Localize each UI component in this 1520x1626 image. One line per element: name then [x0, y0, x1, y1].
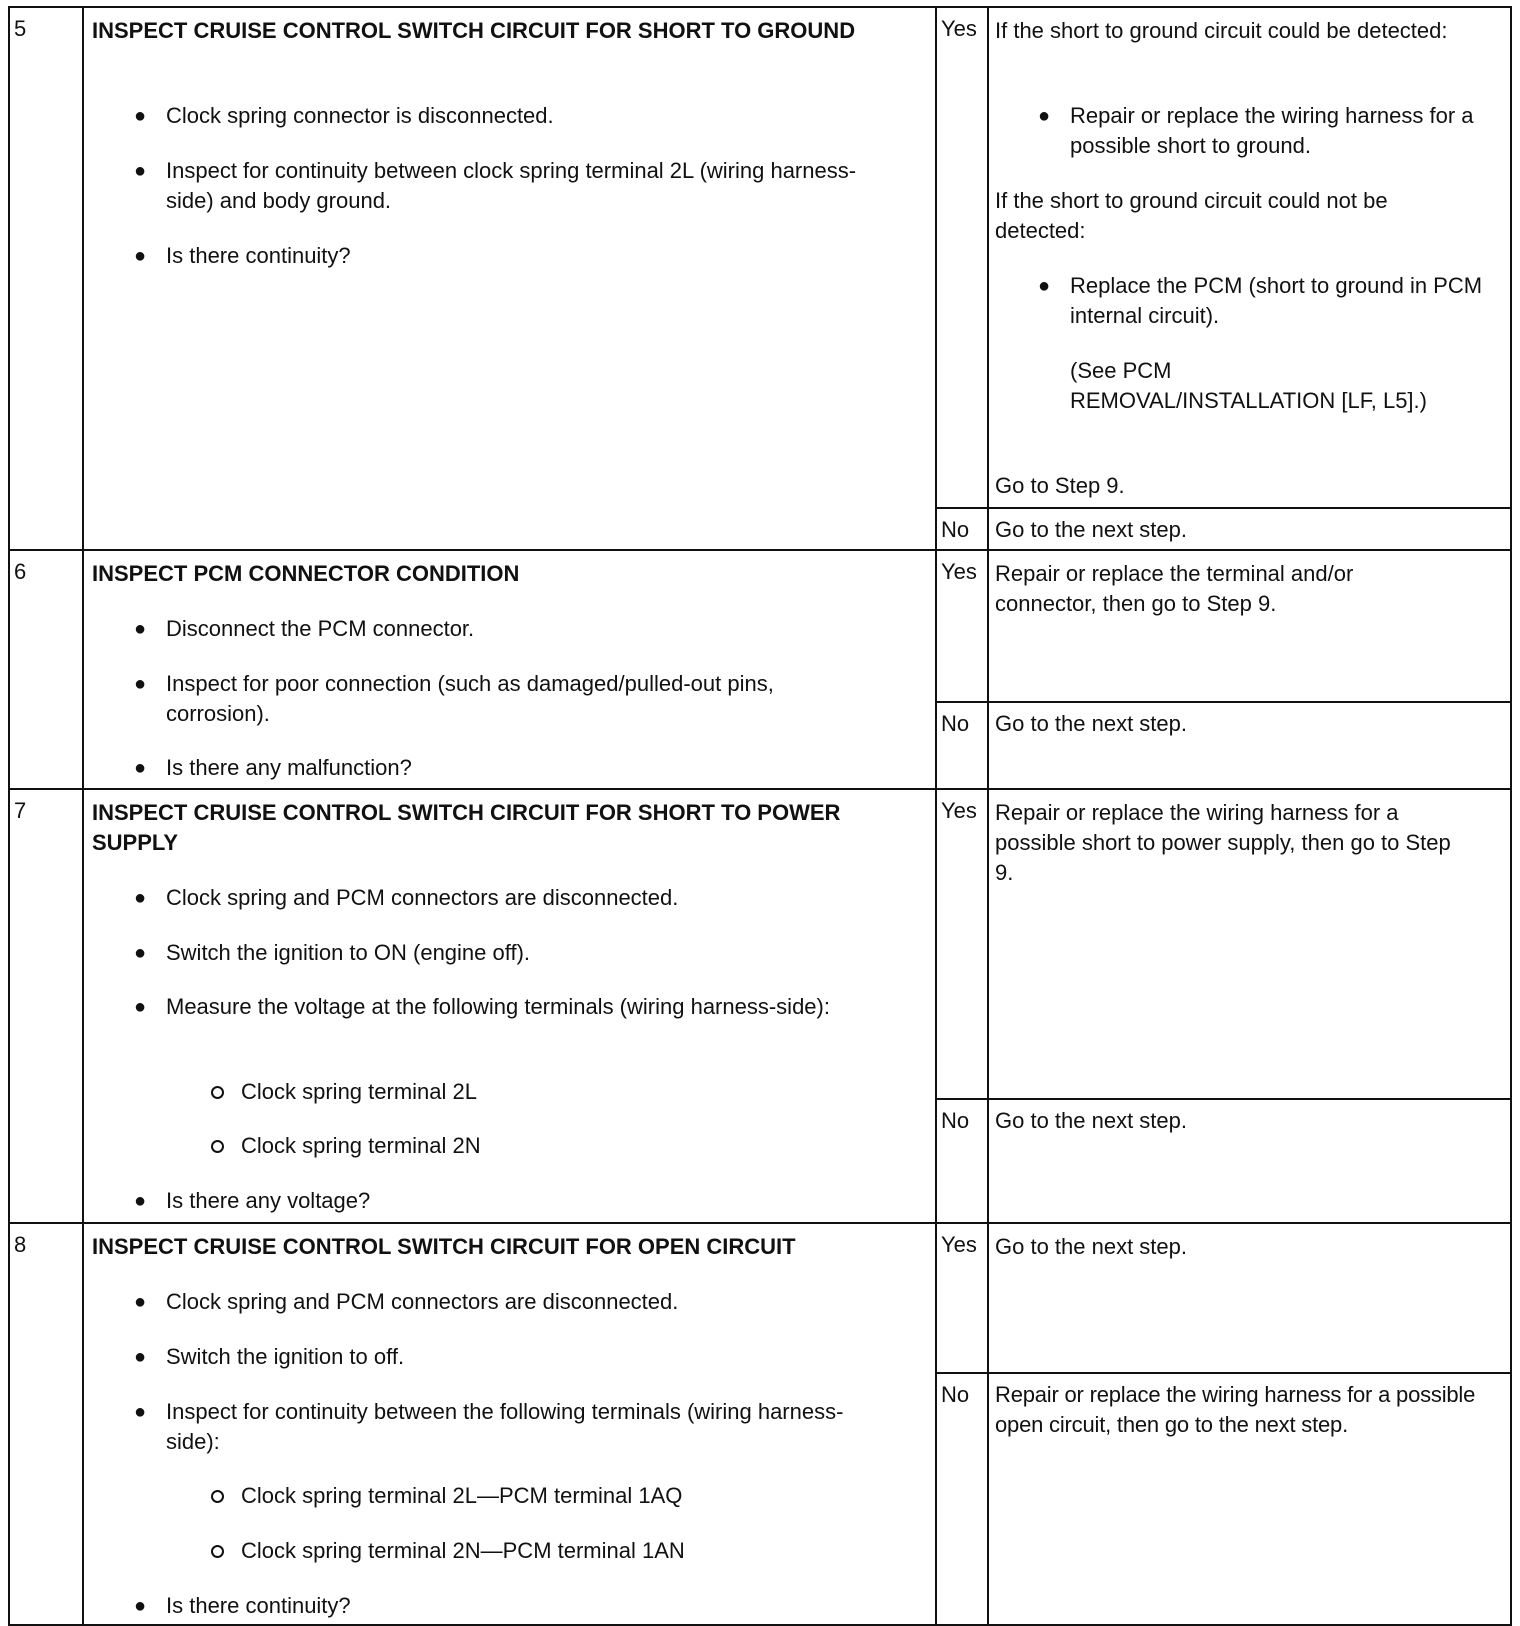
table-row-step-5	[8, 6, 1512, 551]
action-item: ● Is there continuity?	[166, 1591, 875, 1621]
result-item: ● Replace the PCM (short to ground in PCM internal circuit).	[1038, 273, 1483, 328]
action-item: ● Disconnect the PCM connector.	[166, 614, 875, 644]
circle-bullet-icon	[211, 1545, 224, 1558]
bullet-icon: ●	[134, 942, 147, 964]
action-item: ● Is there any voltage?	[166, 1186, 875, 1216]
no-label: No	[941, 1382, 970, 1407]
step-number-cell	[10, 1224, 84, 1624]
step-title: INSPECT PCM CONNECTOR CONDITION	[92, 561, 520, 586]
bullet-icon: ●	[134, 1401, 147, 1423]
result-text: Repair or replace the terminal and/or connector, then go to Step 9.	[995, 561, 1354, 616]
action-item: ● Clock spring connector is disconnected.	[166, 101, 875, 131]
result-text: Go to the next step.	[995, 517, 1188, 542]
no-answer	[937, 1098, 1512, 1222]
result-item: ● Repair or replace the wiring harness for a possible short to ground.	[1038, 103, 1474, 158]
no-answer	[937, 1372, 1512, 1624]
reference-text: (See PCM REMOVAL/INSTALLATION [LF, L5].)	[1070, 358, 1427, 413]
step-title: INSPECT CRUISE CONTROL SWITCH CIRCUIT FOR SHORT TO POWER SUPPLY	[92, 800, 841, 855]
bullet-icon: ●	[134, 1190, 147, 1212]
result-text: Repair or replace the wiring harness for a possible short to power supply, then go to Step 9.	[995, 800, 1451, 885]
yes-label: Yes	[941, 559, 977, 584]
bullet-icon: ●	[134, 245, 147, 267]
action-cell	[84, 1224, 937, 1624]
sub-item: Clock spring terminal 2N	[241, 1131, 875, 1161]
yes-answer	[937, 551, 1512, 701]
action-cell	[84, 790, 937, 1222]
yes-answer	[937, 790, 1512, 1098]
bullet-icon: ●	[134, 618, 147, 640]
action-item: ● Switch the ignition to off.	[166, 1342, 875, 1372]
bullet-icon: ●	[134, 887, 147, 909]
no-answer	[937, 507, 1512, 549]
bullet-icon: ●	[134, 1595, 147, 1617]
action-cell	[84, 551, 937, 788]
step-number-cell	[10, 8, 84, 549]
circle-bullet-icon	[211, 1490, 224, 1503]
step-number-cell	[10, 790, 84, 1222]
table-row-step-6	[8, 551, 1512, 790]
goto-text: Go to Step 9.	[995, 473, 1125, 498]
result-text: If the short to ground circuit could not be detected:	[995, 188, 1388, 243]
result-text: Repair or replace the wiring harness for a possible open circuit, then go to the next step.	[995, 1382, 1476, 1437]
action-item: ● Is there any malfunction?	[166, 753, 875, 783]
bullet-icon: ●	[1038, 105, 1051, 127]
sub-item: Clock spring terminal 2L—PCM terminal 1AQ	[241, 1481, 905, 1511]
no-label: No	[941, 517, 970, 542]
action-item: ● Inspect for poor connection (such as damaged/pulled-out pins, corrosion).	[134, 671, 774, 726]
bullet-icon: ●	[134, 160, 147, 182]
step-number: 5	[14, 16, 27, 41]
circle-bullet-icon	[211, 1140, 224, 1153]
bullet-icon: ●	[134, 105, 147, 127]
table-row-step-7	[8, 790, 1512, 1224]
result-text: If the short to ground circuit could be detected:	[995, 18, 1448, 43]
result-cell	[937, 790, 1512, 1222]
no-label: No	[941, 711, 970, 736]
bullet-icon: ●	[1038, 275, 1051, 297]
result-cell	[937, 1224, 1512, 1624]
step-number: 8	[14, 1232, 27, 1257]
table-row-step-8	[8, 1224, 1512, 1626]
action-item: ● Clock spring and PCM connectors are disconnected.	[166, 1287, 875, 1317]
action-item: ● Switch the ignition to ON (engine off).	[166, 938, 875, 968]
yes-label: Yes	[941, 16, 977, 41]
no-answer	[937, 701, 1512, 788]
bullet-icon: ●	[134, 1346, 147, 1368]
result-cell	[937, 8, 1512, 549]
bullet-icon: ●	[134, 996, 147, 1018]
action-cell	[84, 8, 937, 549]
yes-label: Yes	[941, 798, 977, 823]
no-label: No	[941, 1108, 970, 1133]
step-number-cell	[10, 551, 84, 788]
result-text: Go to the next step.	[995, 1234, 1188, 1259]
bullet-icon: ●	[134, 1291, 147, 1313]
yes-answer	[937, 8, 1512, 507]
bullet-icon: ●	[134, 757, 147, 779]
yes-label: Yes	[941, 1232, 977, 1257]
step-title: INSPECT CRUISE CONTROL SWITCH CIRCUIT FOR SHORT TO GROUND	[92, 18, 856, 43]
step-number: 7	[14, 798, 27, 823]
result-text: Go to the next step.	[995, 711, 1188, 736]
sub-item: Clock spring terminal 2L	[241, 1077, 875, 1107]
action-item: ● Measure the voltage at the following terminals (wiring harness-side):	[166, 992, 835, 1022]
yes-answer	[937, 1224, 1512, 1372]
step-number: 6	[14, 559, 27, 584]
result-text: Go to the next step.	[995, 1108, 1188, 1133]
sub-item: Clock spring terminal 2N—PCM terminal 1AN	[241, 1536, 905, 1566]
action-item: ● Is there continuity?	[166, 241, 875, 271]
result-cell	[937, 551, 1512, 788]
action-item: ● Inspect for continuity between clock spring terminal 2L (wiring harness-side) and body ground.	[134, 158, 857, 213]
step-title: INSPECT CRUISE CONTROL SWITCH CIRCUIT FOR OPEN CIRCUIT	[92, 1234, 796, 1259]
action-item: ● Inspect for continuity between the following terminals (wiring harness-side):	[134, 1399, 844, 1454]
bullet-icon: ●	[134, 673, 147, 695]
circle-bullet-icon	[211, 1086, 224, 1099]
action-item: ● Clock spring and PCM connectors are disconnected.	[166, 883, 875, 913]
